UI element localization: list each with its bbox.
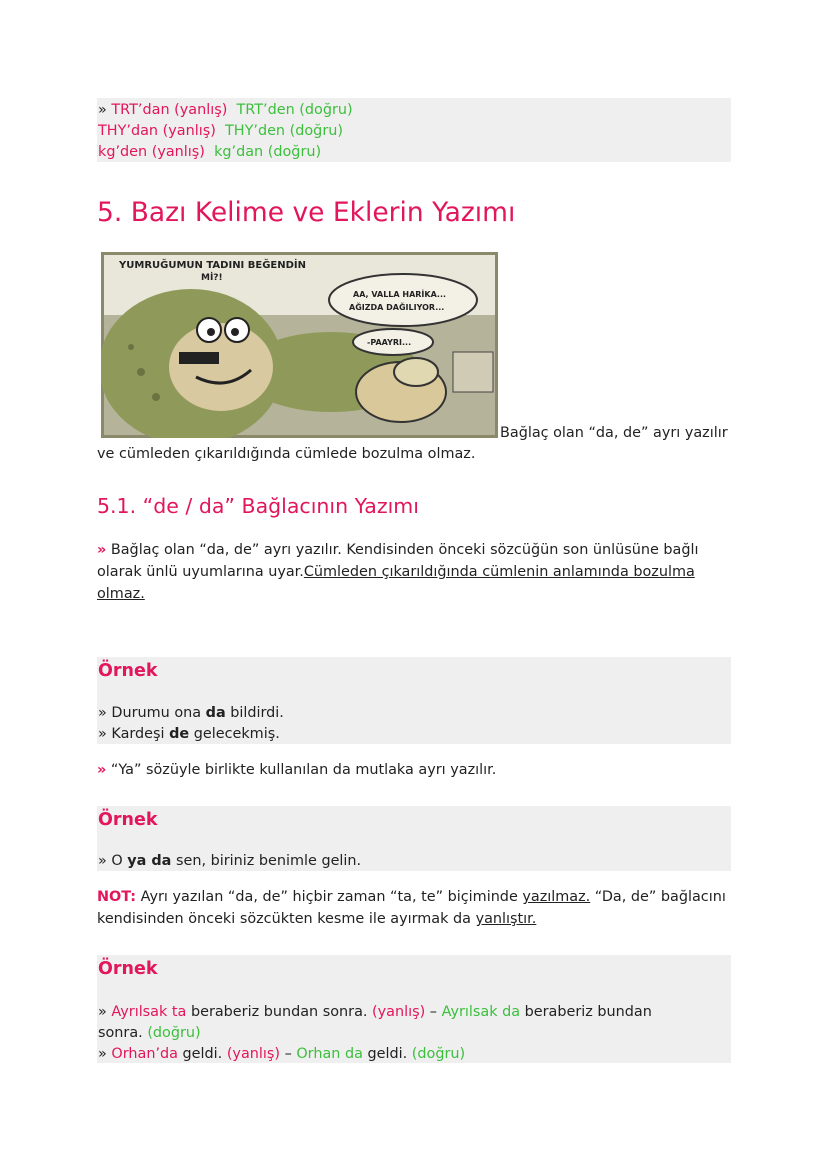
example-line [98,851,731,872]
text-part: Ayrı yazılan “da, de” hiçbir zaman “ta, te” biçiminde [136,889,523,905]
correct-label: (doğru) [147,1025,201,1041]
comic-side-text: Bağlaç olan “da, de” ayrı yazılır [500,425,728,441]
example-box-2 [97,806,731,871]
dash: – [425,1004,442,1020]
text-part: » Kardeşi [98,726,170,742]
bold-word: da [205,705,226,721]
example-line [98,724,731,745]
example-title: Örnek [98,661,158,681]
bullet-marker: » [98,1004,112,1020]
note-label: NOT: [97,889,137,905]
example-title: Örnek [98,810,158,830]
correct-form: kg’dan (doğru) [214,144,322,160]
bullet-marker: » [97,762,107,778]
text-part: gelecekmiş. [189,726,280,742]
text-part: geldi. [177,1046,227,1062]
text-part: sen, biriniz benimle gelin. [171,853,362,869]
wrong-label: (yanlış) [226,1046,280,1062]
wrong-label: (yanlış) [372,1004,426,1020]
wrong-form: THY’dan (yanlış) [98,123,216,139]
correct-phrase: Ayrılsak da [441,1004,521,1020]
text-part: “Da, de” bağlacını kendisinden önceki sözcükten kesme ile ayırmak da [97,889,726,927]
example-line-thy [98,121,731,142]
paragraph-text: “Ya” sözüyle birlikte kullanılan da mutlaka ayrı yazılır. [106,762,497,778]
note-paragraph [97,886,731,930]
example-title: Örnek [98,959,158,979]
text-part: » Durumu ona [98,705,206,721]
section-5-1-paragraph [97,539,731,605]
bullet-marker: » [98,102,112,118]
ya-note-paragraph [97,759,496,781]
comic-bubble1-line2: AĞIZDA DAĞILIYOR... [349,303,445,312]
bold-word: ya da [127,853,172,869]
bold-word: de [169,726,190,742]
comic-bubble1-line1: AA, VALLA HARİKA... [353,290,447,299]
underlined-text: Cümleden çıkarıldığında cümlenin anlamında bozulma olmaz. [97,564,695,602]
correct-form: THY’den (doğru) [224,123,343,139]
text-part: bildirdi. [225,705,284,721]
comic-caption-line1: YUMRUĞUMUN TADINI BEĞENDİN [119,260,307,271]
dash: – [280,1046,297,1062]
text-part: » O [98,853,128,869]
comic-strip-image [101,252,498,438]
correct-form: TRT’den (doğru) [236,102,353,118]
example-box-1 [97,657,731,744]
section-5-heading: 5. Bazı Kelime ve Eklerin Yazımı [97,197,516,228]
bullet-marker: » [98,1046,112,1062]
comic-bubble2: -PAAYRI... [367,338,412,347]
underlined-text: yazılmaz. [522,889,591,905]
abbreviation-examples-box [97,98,731,162]
comic-continuation-text: ve cümleden çıkarıldığında cümlede bozulma olmaz. [97,446,476,462]
wrong-phrase: Ayrılsak ta [111,1004,187,1020]
text-part: sonra. [98,1025,148,1041]
example-line-kg [98,142,731,163]
comic-caption-line2: Mİ?! [201,273,223,283]
example-line [98,703,731,724]
section-5-1-heading: 5.1. “de / da” Bağlacının Yazımı [97,494,419,518]
underlined-text: yanlıştır. [475,911,537,927]
wrong-form: TRT’dan (yanlış) [111,102,228,118]
paragraph-text: Bağlaç olan “da, de” ayrı yazılır. Kendisinden önceki sözcüğün son ünlüsüne bağlı olarak ünlü uyumlarına uyar. [97,542,699,580]
example-line [98,1044,731,1065]
text-part: geldi. [362,1046,412,1062]
correct-label: (doğru) [411,1046,466,1062]
text-part: beraberiz bundan [520,1004,652,1020]
example-line [98,1023,731,1044]
wrong-phrase: Orhan’da [111,1046,178,1062]
text-part: beraberiz bundan sonra. [186,1004,373,1020]
bullet-marker: » [97,542,107,558]
example-line-trt [98,100,731,121]
example-line [98,1002,731,1023]
wrong-form: kg’den (yanlış) [98,144,205,160]
correct-phrase: Orhan da [296,1046,363,1062]
example-box-3 [97,955,731,1063]
